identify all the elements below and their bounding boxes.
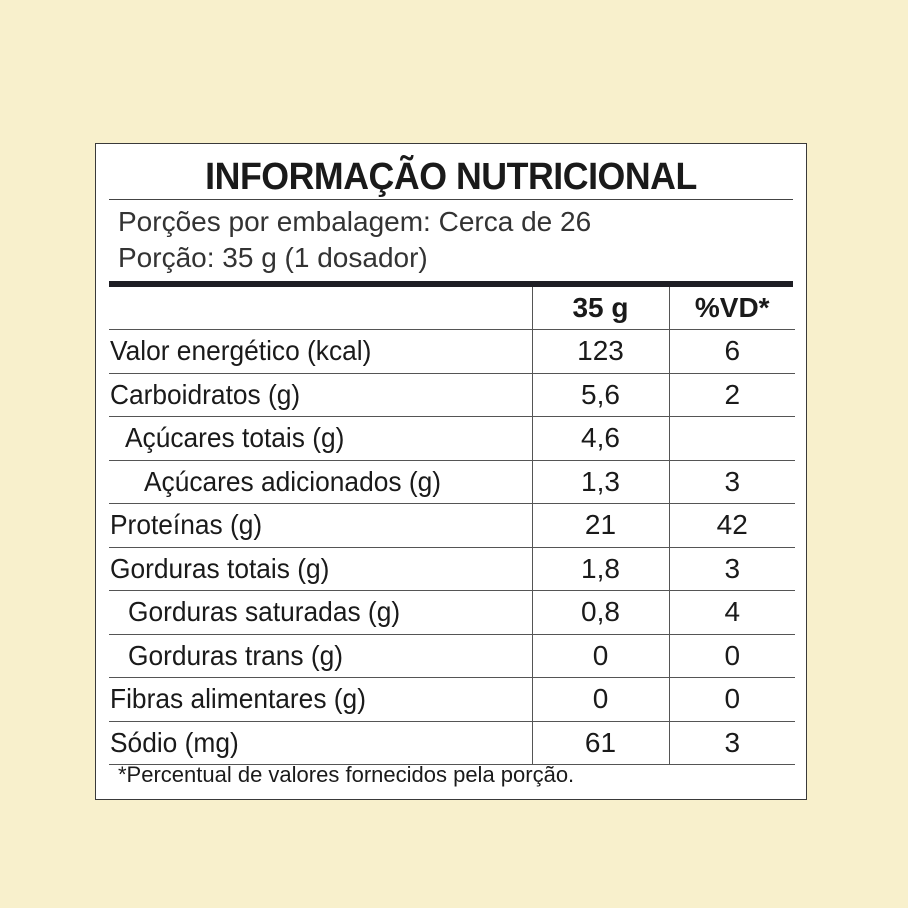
nutrient-label: Açúcares adicionados (g) — [144, 465, 441, 497]
nutrient-name — [109, 591, 532, 635]
header-quantity: 35 g — [532, 287, 669, 330]
nutrient-daily-value: 2 — [669, 373, 795, 417]
nutrient-name — [109, 373, 532, 417]
nutrient-daily-value: 4 — [669, 591, 795, 635]
table-header-row — [109, 287, 795, 330]
header-daily-value: %VD* — [669, 287, 795, 330]
header-nutrient — [109, 287, 532, 330]
nutrient-daily-value: 3 — [669, 460, 795, 504]
nutrient-name — [109, 678, 532, 722]
nutrition-title: INFORMAÇÃO NUTRICIONAL — [205, 156, 697, 198]
serving-size: Porção: 35 g (1 dosador) — [118, 242, 428, 273]
nutrient-daily-value: 6 — [669, 330, 795, 374]
nutrient-quantity: 1,3 — [532, 460, 669, 504]
table-row — [109, 634, 795, 678]
nutrient-name — [109, 460, 532, 504]
nutrient-quantity: 61 — [532, 721, 669, 765]
nutrient-name — [109, 634, 532, 678]
nutrient-label: Açúcares totais (g) — [125, 422, 345, 454]
table-row — [109, 417, 795, 461]
table-row — [109, 721, 795, 765]
nutrient-label: Sódio (mg) — [110, 726, 239, 758]
nutrient-name — [109, 417, 532, 461]
nutrient-name — [109, 721, 532, 765]
nutrient-label: Gorduras totais (g) — [110, 552, 330, 584]
nutrient-quantity: 21 — [532, 504, 669, 548]
nutrient-quantity: 5,6 — [532, 373, 669, 417]
table-row — [109, 460, 795, 504]
nutrient-daily-value: 3 — [669, 547, 795, 591]
table-row — [109, 678, 795, 722]
table-row — [109, 547, 795, 591]
nutrient-label: Proteínas (g) — [110, 509, 263, 541]
nutrient-label: Fibras alimentares (g) — [110, 683, 366, 715]
nutrient-daily-value: 0 — [669, 634, 795, 678]
nutrient-label: Gorduras trans (g) — [128, 639, 344, 671]
table-row — [109, 373, 795, 417]
nutrient-label: Gorduras saturadas (g) — [128, 596, 401, 628]
nutrient-name — [109, 504, 532, 548]
table-row — [109, 330, 795, 374]
nutrition-table — [109, 287, 795, 765]
nutrient-quantity: 0,8 — [532, 591, 669, 635]
nutrient-label: Carboidratos (g) — [110, 378, 301, 410]
nutrient-quantity: 0 — [532, 678, 669, 722]
nutrient-label: Valor energético (kcal) — [110, 335, 372, 367]
servings-per-package: Porções por embalagem: Cerca de 26 — [118, 206, 592, 237]
nutrition-facts-panel — [95, 143, 807, 800]
nutrient-quantity: 0 — [532, 634, 669, 678]
nutrient-daily-value: 42 — [669, 504, 795, 548]
nutrient-quantity: 123 — [532, 330, 669, 374]
footnote: *Percentual de valores fornecidos pela porção. — [118, 762, 575, 787]
nutrient-quantity: 4,6 — [532, 417, 669, 461]
nutrient-daily-value: 0 — [669, 678, 795, 722]
nutrient-daily-value — [669, 417, 795, 461]
title-divider — [109, 199, 793, 200]
nutrient-daily-value: 3 — [669, 721, 795, 765]
table-row — [109, 504, 795, 548]
nutrient-quantity: 1,8 — [532, 547, 669, 591]
table-row — [109, 591, 795, 635]
nutrient-name — [109, 547, 532, 591]
nutrient-name — [109, 330, 532, 374]
